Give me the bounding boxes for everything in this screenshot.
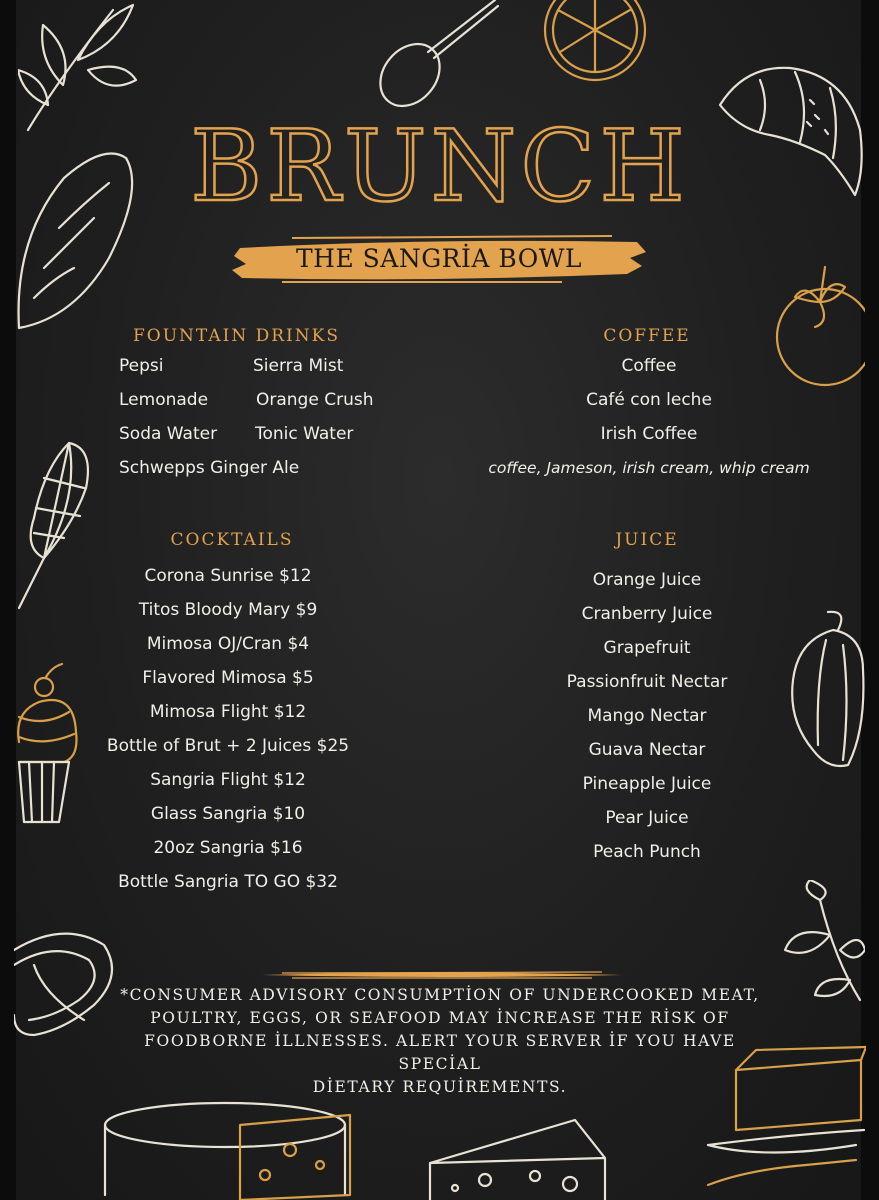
- cocktails-item: Sangria Flight $12: [150, 770, 306, 790]
- subtitle-banner: [232, 234, 646, 284]
- lemon-slice-icon: [540, 0, 650, 85]
- cocktails-item: Bottle Sangria TO GO $32: [118, 872, 338, 892]
- cocktails-item: Glass Sangria $10: [150, 804, 306, 824]
- advisory-line: FOODBORNE İLLNESSES. ALERT YOUR SERVER İF YOU HAVE SPECİAL: [144, 1032, 736, 1073]
- cupcake-icon: [14, 662, 79, 827]
- spoon-icon: [370, 0, 500, 115]
- coffee-title: COFFEE: [603, 326, 691, 346]
- whisk-icon: [14, 438, 94, 613]
- pepper-icon: [788, 610, 868, 775]
- advisory-divider: [262, 970, 622, 980]
- juice-item: Pineapple Juice: [582, 774, 712, 794]
- page-title: BRUNCH: [190, 110, 689, 224]
- fountain-item: Sierra Mist: [253, 356, 344, 376]
- juice-item: Orange Juice: [592, 570, 702, 590]
- juice-item: Grapefruit: [603, 638, 691, 658]
- leaves-icon: [780, 880, 865, 1005]
- tomato-icon: [775, 262, 865, 387]
- coffee-item: Café con leche: [586, 390, 712, 410]
- fountain-item: Schwepps Ginger Ale: [119, 458, 300, 478]
- subtitle: THE SANGRİA BOWL: [295, 244, 583, 273]
- juice-item: Mango Nectar: [587, 706, 707, 726]
- coffee-item: Irish Coffee: [600, 424, 698, 444]
- consumer-advisory: [100, 984, 780, 1099]
- cocktails-item: Mimosa Flight $12: [149, 702, 307, 722]
- cocktails-item: Bottle of Brut + 2 Juices $25: [106, 736, 350, 756]
- coffee-note: coffee, Jameson, irish cream, whip cream: [488, 459, 810, 477]
- juice-item: Pear Juice: [605, 808, 689, 828]
- fountain-item: Pepsi: [119, 356, 164, 376]
- advisory-line: *CONSUMER ADVISORY CONSUMPTİON OF UNDERCOOKED MEAT,: [120, 986, 760, 1004]
- fountain-item: Lemonade: [119, 390, 209, 410]
- cocktails-item: Mimosa OJ/Cran $4: [146, 634, 310, 654]
- cocktails-item: Corona Sunrise $12: [144, 566, 312, 586]
- juice-item: Cranberry Juice: [581, 604, 713, 624]
- fountain-drinks-title: FOUNTAIN DRINKS: [133, 326, 340, 346]
- coffee-item: Coffee: [621, 356, 677, 376]
- advisory-line: DİETARY REQUİREMENTS.: [312, 1078, 568, 1096]
- fountain-item: Soda Water: [119, 424, 218, 444]
- cheese-wheel-icon: [100, 1095, 360, 1200]
- advisory-line: POULTRY, EGGS, OR SEAFOOD MAY İNCREASE THE RİSK OF: [150, 1009, 730, 1027]
- cheese-wedge-icon: [425, 1118, 610, 1200]
- juice-item: Guava Nectar: [588, 740, 706, 760]
- juice-title: JUICE: [615, 530, 679, 550]
- fountain-item: Tonic Water: [255, 424, 354, 444]
- juice-item: Passionfruit Nectar: [566, 672, 728, 692]
- juice-item: Peach Punch: [593, 842, 701, 862]
- cocktails-title: COCKTAILS: [170, 530, 294, 550]
- fountain-item: Orange Crush: [256, 390, 374, 410]
- cocktails-item: 20oz Sangria $16: [153, 838, 303, 858]
- cocktails-item: Flavored Mimosa $5: [142, 668, 314, 688]
- cocktails-item: Titos Bloody Mary $9: [138, 600, 318, 620]
